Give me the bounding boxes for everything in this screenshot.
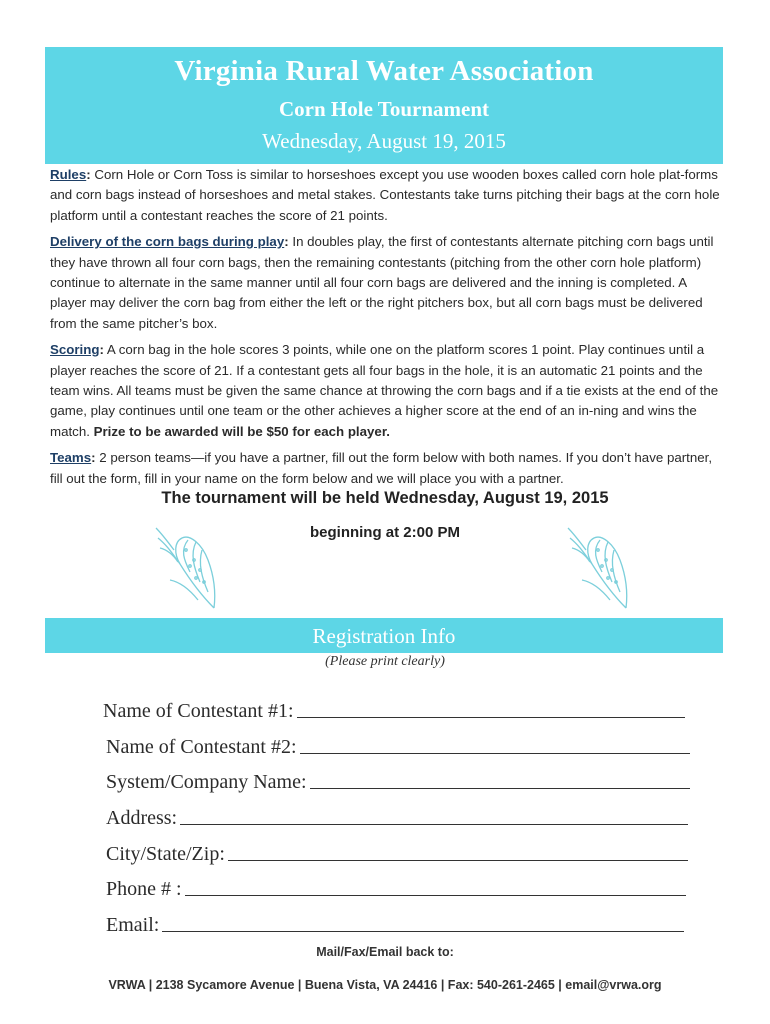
tournament-date-line: The tournament will be held Wednesday, August 19, 2015 [161, 489, 609, 507]
corn-icon [562, 520, 642, 616]
corn-icon [150, 520, 230, 616]
address-field[interactable] [106, 799, 688, 829]
email-field[interactable] [106, 906, 684, 936]
city-state-zip-line[interactable] [228, 837, 688, 861]
company-name-field[interactable] [106, 763, 690, 793]
rules-text: Corn Hole or Corn Toss is similar to horseshoes except you use wooden boxes called corn hole plat-forms and corn bags instead of horseshoes and metal stakes. Contestants take turns pitching their bags at the corn hole platform until a contestant reaches the score of 21 points. [50, 167, 720, 223]
company-name-line[interactable] [310, 765, 690, 789]
address-label: Address: [106, 807, 178, 829]
rules-term: Rules [50, 167, 87, 182]
contestant-2-label: Name of Contestant #2: [106, 736, 297, 758]
email-label: Email: [106, 914, 160, 936]
teams-text: 2 person teams—if you have a partner, fill out the form below with both names. If you don’t have partner, fill out the form, fill in your name on the form below and we will place you with a partner. [50, 450, 713, 486]
contestant-2-field[interactable] [106, 728, 690, 758]
prize-text: Prize to be awarded will be $50 for each player. [93, 423, 390, 439]
delivery-text: In doubles play, the first of contestants alternate pitching corn bags until they have thrown all four corn bags, then the remaining contestants (pitching from the other corn hole platform) continue to alternate in the same manner until all four corn bags are delivered and the inning is completed. A player may deliver the corn bag from either the left or the right pitchers box, but all corn bags must be delivered from the same pitcher’s box. [50, 234, 714, 331]
city-state-zip-field[interactable] [106, 835, 688, 865]
event-title: Corn Hole Tournament [278, 97, 490, 121]
scoring-paragraph: Scoring: A corn bag in the hole scores 3 points, while one on the platform scores 1 point. Play continues until a player reaches the score of 21. If a contestant gets all four bags in the hole, it is an automatic 21 points and the team wins. All teams must be given the same chance at throwing the corn bags and if a tie exists at the end of the game, play continues until one team or the other achieves a higher score at the end of an in-ning and wins the match. Prize to be awarded will be $50 for each player. [50, 342, 719, 439]
contestant-2-line[interactable] [300, 730, 690, 754]
header-banner [45, 47, 723, 164]
phone-line[interactable] [185, 872, 686, 896]
scoring-text: A corn bag in the hole scores 3 points, while one on the platform scores 1 point. Play continues until a player reaches the score of 21. If a contestant gets all four bags in the hole, it is an automatic 21 points and the team wins. All teams must be given the same chance at throwing the corn bags and if a tie exists at the end of the game, play continues until one team or the other achieves a higher score at the end of an in-ning and wins the match. [50, 342, 719, 439]
contestant-1-label: Name of Contestant #1: [103, 700, 294, 722]
rules-paragraph: Rules: Corn Hole or Corn Toss is similar to horseshoes except you use wooden boxes called corn hole plat-forms and corn bags instead of horseshoes and metal stakes. Contestants take turns pitching their bags at the corn hole platform until a contestant reaches the score of 21 points. [50, 167, 720, 223]
phone-field[interactable] [106, 870, 686, 900]
registration-note: (Please print clearly) [325, 654, 445, 669]
city-state-zip-label: City/State/Zip: [106, 843, 225, 865]
event-date: Wednesday, August 19, 2015 [262, 129, 506, 153]
delivery-term: Delivery of the corn bags during play [50, 234, 285, 250]
teams-term: Teams [50, 450, 92, 466]
delivery-paragraph: Delivery of the corn bags during play: In doubles play, the first of contestants alternate pitching corn bags until they have thrown all four corn bags, then the remaining contestants (pitching from the other corn hole platform) continue to alternate in the same manner until all four corn bags are delivered and the inning is completed. A player may deliver the corn bag from either the left or the right pitchers box, but all corn bags must be delivered from the same pitcher’s box. [50, 234, 714, 331]
teams-paragraph: Teams: 2 person teams—if you have a partner, fill out the form below with both names. If you don’t have partner, fill out the form, fill in your name on the form below and we will place you with a partner. [50, 450, 713, 486]
company-name-label: System/Company Name: [106, 771, 307, 793]
email-line[interactable] [162, 908, 684, 932]
contestant-1-field[interactable] [103, 692, 685, 722]
contestant-1-line[interactable] [297, 694, 685, 718]
organization-title: Virginia Rural Water Association [174, 55, 594, 87]
registration-banner: Registration Info [45, 618, 723, 653]
tournament-time-line: beginning at 2:00 PM [309, 524, 460, 541]
mail-heading: Mail/Fax/Email back to: [316, 945, 454, 959]
contact-footer: VRWA | 2138 Sycamore Avenue | Buena Vista, VA 24416 | Fax: 540-261-2465 | email@vrwa.org [108, 978, 662, 992]
scoring-term: Scoring [50, 342, 100, 358]
address-line[interactable] [180, 801, 688, 825]
rules-section [50, 165, 726, 495]
phone-label: Phone # : [106, 878, 182, 900]
